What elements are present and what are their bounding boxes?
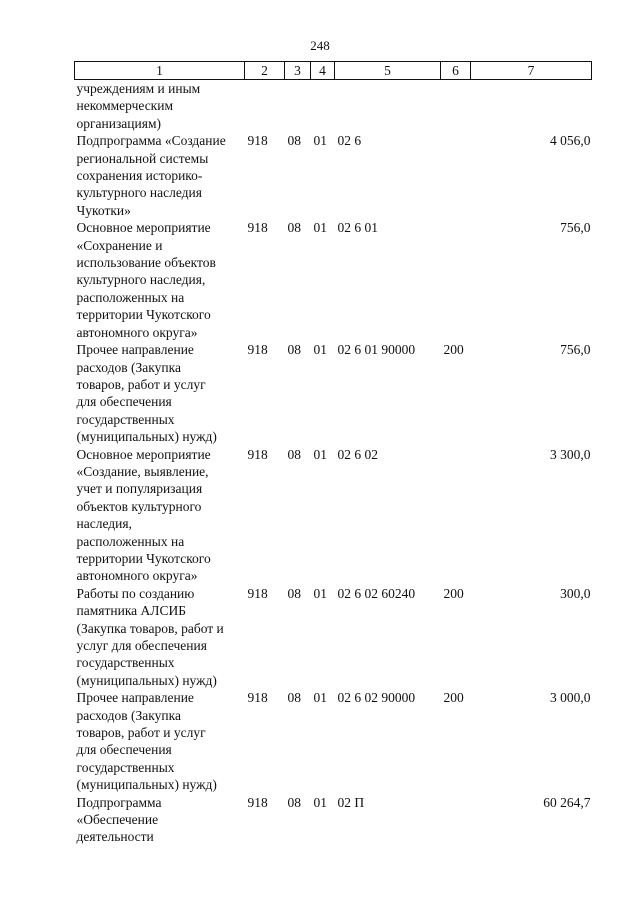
- table-row: [75, 341, 592, 445]
- target-article-code: 02 6 01: [337, 220, 378, 236]
- section-code: [285, 80, 311, 133]
- section-code: 08: [287, 585, 301, 601]
- expense-type-code: 200: [443, 342, 464, 358]
- expense-item-name-line: организациям): [76, 115, 162, 131]
- column-header-7: 7: [471, 62, 592, 80]
- target-article-code: 02 6: [337, 133, 362, 149]
- ministry-code: [245, 80, 285, 133]
- section-code: 08: [287, 342, 301, 358]
- subsection-code: 01: [313, 133, 327, 149]
- expense-item-name-line: Прочее направление: [76, 342, 194, 358]
- section-code: 08: [287, 220, 301, 236]
- target-article-code: 02 6 02 90000: [337, 690, 416, 706]
- expense-item-name-line: культурного наследия: [76, 185, 202, 201]
- expense-item-name-line: «Обеспечение: [76, 812, 159, 828]
- expense-item-name-line: Чукотки»: [76, 202, 131, 218]
- expense-item-name-line: товаров, работ и услуг: [76, 376, 206, 392]
- subsection-code: 01: [313, 220, 327, 236]
- expense-item-name-line: использование объектов: [76, 255, 216, 271]
- section-code: 08: [287, 794, 301, 810]
- expense-item-name-line: для обеспечения: [76, 742, 172, 758]
- expense-item-name-line: для обеспечения: [76, 394, 172, 410]
- expense-item-name-line: учет и популяризация: [76, 481, 203, 497]
- column-header-5: 5: [335, 62, 441, 80]
- expense-item-name: [75, 794, 245, 846]
- expense-item-name-line: Основное мероприятие: [76, 220, 211, 236]
- subsection-code: 01: [313, 446, 327, 462]
- expense-item-name: [75, 219, 245, 341]
- budget-table-container: [74, 61, 591, 846]
- expense-item-name-line: «Сохранение и: [76, 237, 163, 253]
- table-row: [75, 585, 592, 689]
- expense-item-name-line: расположенных на: [76, 289, 185, 305]
- expense-type-code: 200: [443, 690, 464, 706]
- table-row: [75, 219, 592, 341]
- amount-value: 3 000,0: [550, 690, 591, 706]
- section-code: 08: [287, 446, 301, 462]
- expense-item-name-line: «Создание, выявление,: [76, 463, 209, 479]
- expense-item-name-line: региональной системы: [76, 150, 209, 166]
- expense-item-name-line: Работы по созданию: [76, 585, 195, 601]
- expense-item-name-line: расходов (Закупка: [76, 707, 181, 723]
- expense-item-name-line: культурного наследия,: [76, 272, 206, 288]
- expense-item-name: [75, 446, 245, 585]
- amount-value: 300,0: [560, 585, 591, 601]
- ministry-code: 918: [247, 342, 268, 358]
- expense-item-name-line: государственных: [76, 411, 175, 427]
- target-article-code: [335, 80, 441, 133]
- expense-type-code: [441, 446, 471, 585]
- ministry-code: 918: [247, 220, 268, 236]
- amount-value: 3 300,0: [550, 446, 591, 462]
- amount-value: 60 264,7: [543, 794, 591, 810]
- ministry-code: 918: [247, 690, 268, 706]
- target-article-code: 02 6 02 60240: [337, 585, 416, 601]
- expense-type-code: [441, 80, 471, 133]
- column-header-6: 6: [441, 62, 471, 80]
- target-article-code: 02 6 01 90000: [337, 342, 416, 358]
- subsection-code: [311, 80, 335, 133]
- expense-item-name-line: объектов культурного: [76, 498, 202, 514]
- expense-type-code: [441, 132, 471, 219]
- table-body: [75, 80, 592, 846]
- expense-item-name-line: памятника АЛСИБ: [76, 603, 186, 619]
- expense-item-name-line: государственных: [76, 759, 175, 775]
- subsection-code: 01: [313, 342, 327, 358]
- expense-item-name-line: Подпрограмма: [76, 794, 162, 810]
- expense-item-name: [75, 585, 245, 689]
- table-header-row: [75, 62, 592, 80]
- expense-item-name-line: (муниципальных) нужд): [76, 777, 217, 793]
- table-row: [75, 689, 592, 793]
- column-header-3: 3: [285, 62, 311, 80]
- amount-value: 4 056,0: [550, 133, 591, 149]
- expense-item-name-line: деятельности: [76, 829, 154, 845]
- section-code: 08: [287, 690, 301, 706]
- column-header-4: 4: [311, 62, 335, 80]
- budget-table: [74, 61, 592, 846]
- expense-item-name-line: Прочее направление: [76, 690, 194, 706]
- expense-item-name-line: расходов (Закупка: [76, 359, 181, 375]
- expense-item-name-line: некоммерческим: [76, 98, 174, 114]
- amount-value: 756,0: [560, 342, 591, 358]
- expense-item-name-line: товаров, работ и услуг: [76, 725, 206, 741]
- expense-item-name-line: (муниципальных) нужд): [76, 672, 217, 688]
- ministry-code: 918: [247, 133, 268, 149]
- target-article-code: 02 П: [337, 794, 365, 810]
- expense-item-name-line: (муниципальных) нужд): [76, 429, 217, 445]
- subsection-code: 01: [313, 690, 327, 706]
- expense-type-code: [441, 794, 471, 846]
- table-row: [75, 794, 592, 846]
- column-header-1: 1: [75, 62, 245, 80]
- expense-item-name: [75, 132, 245, 219]
- expense-item-name-line: услуг для обеспечения: [76, 638, 207, 653]
- column-header-2: 2: [245, 62, 285, 80]
- expense-type-code: [441, 219, 471, 341]
- expense-item-name-line: территории Чукотского: [76, 550, 211, 566]
- section-code: 08: [287, 133, 301, 149]
- expense-item-name-line: сохранения историко-: [76, 168, 203, 184]
- expense-item-name-line: (Закупка товаров, работ и: [76, 620, 224, 636]
- expense-item-name: [75, 341, 245, 445]
- expense-type-code: 200: [443, 585, 464, 601]
- expense-item-name-line: автономного округа»: [76, 568, 198, 584]
- expense-item-name-line: Основное мероприятие: [76, 446, 211, 462]
- table-row: [75, 446, 592, 585]
- expense-item-name-line: Подпрограмма «Создание: [76, 133, 226, 149]
- subsection-code: 01: [313, 794, 327, 810]
- expense-item-name: [75, 80, 245, 133]
- page-number: 248: [310, 38, 330, 53]
- target-article-code: 02 6 02: [337, 446, 378, 462]
- expense-item-name: [75, 689, 245, 793]
- subsection-code: 01: [313, 585, 327, 601]
- amount-value: 756,0: [560, 220, 591, 236]
- expense-item-name-line: автономного округа»: [76, 324, 198, 340]
- table-row: [75, 80, 592, 133]
- table-row: [75, 132, 592, 219]
- ministry-code: 918: [247, 794, 268, 810]
- expense-item-name-line: учреждениям и иным: [76, 81, 201, 96]
- expense-item-name-line: наследия,: [76, 516, 132, 532]
- ministry-code: 918: [247, 446, 268, 462]
- expense-item-name-line: территории Чукотского: [76, 307, 211, 323]
- expense-item-name-line: расположенных на: [76, 533, 185, 549]
- ministry-code: 918: [247, 585, 268, 601]
- expense-item-name-line: государственных: [76, 655, 175, 671]
- amount-value: [471, 80, 592, 133]
